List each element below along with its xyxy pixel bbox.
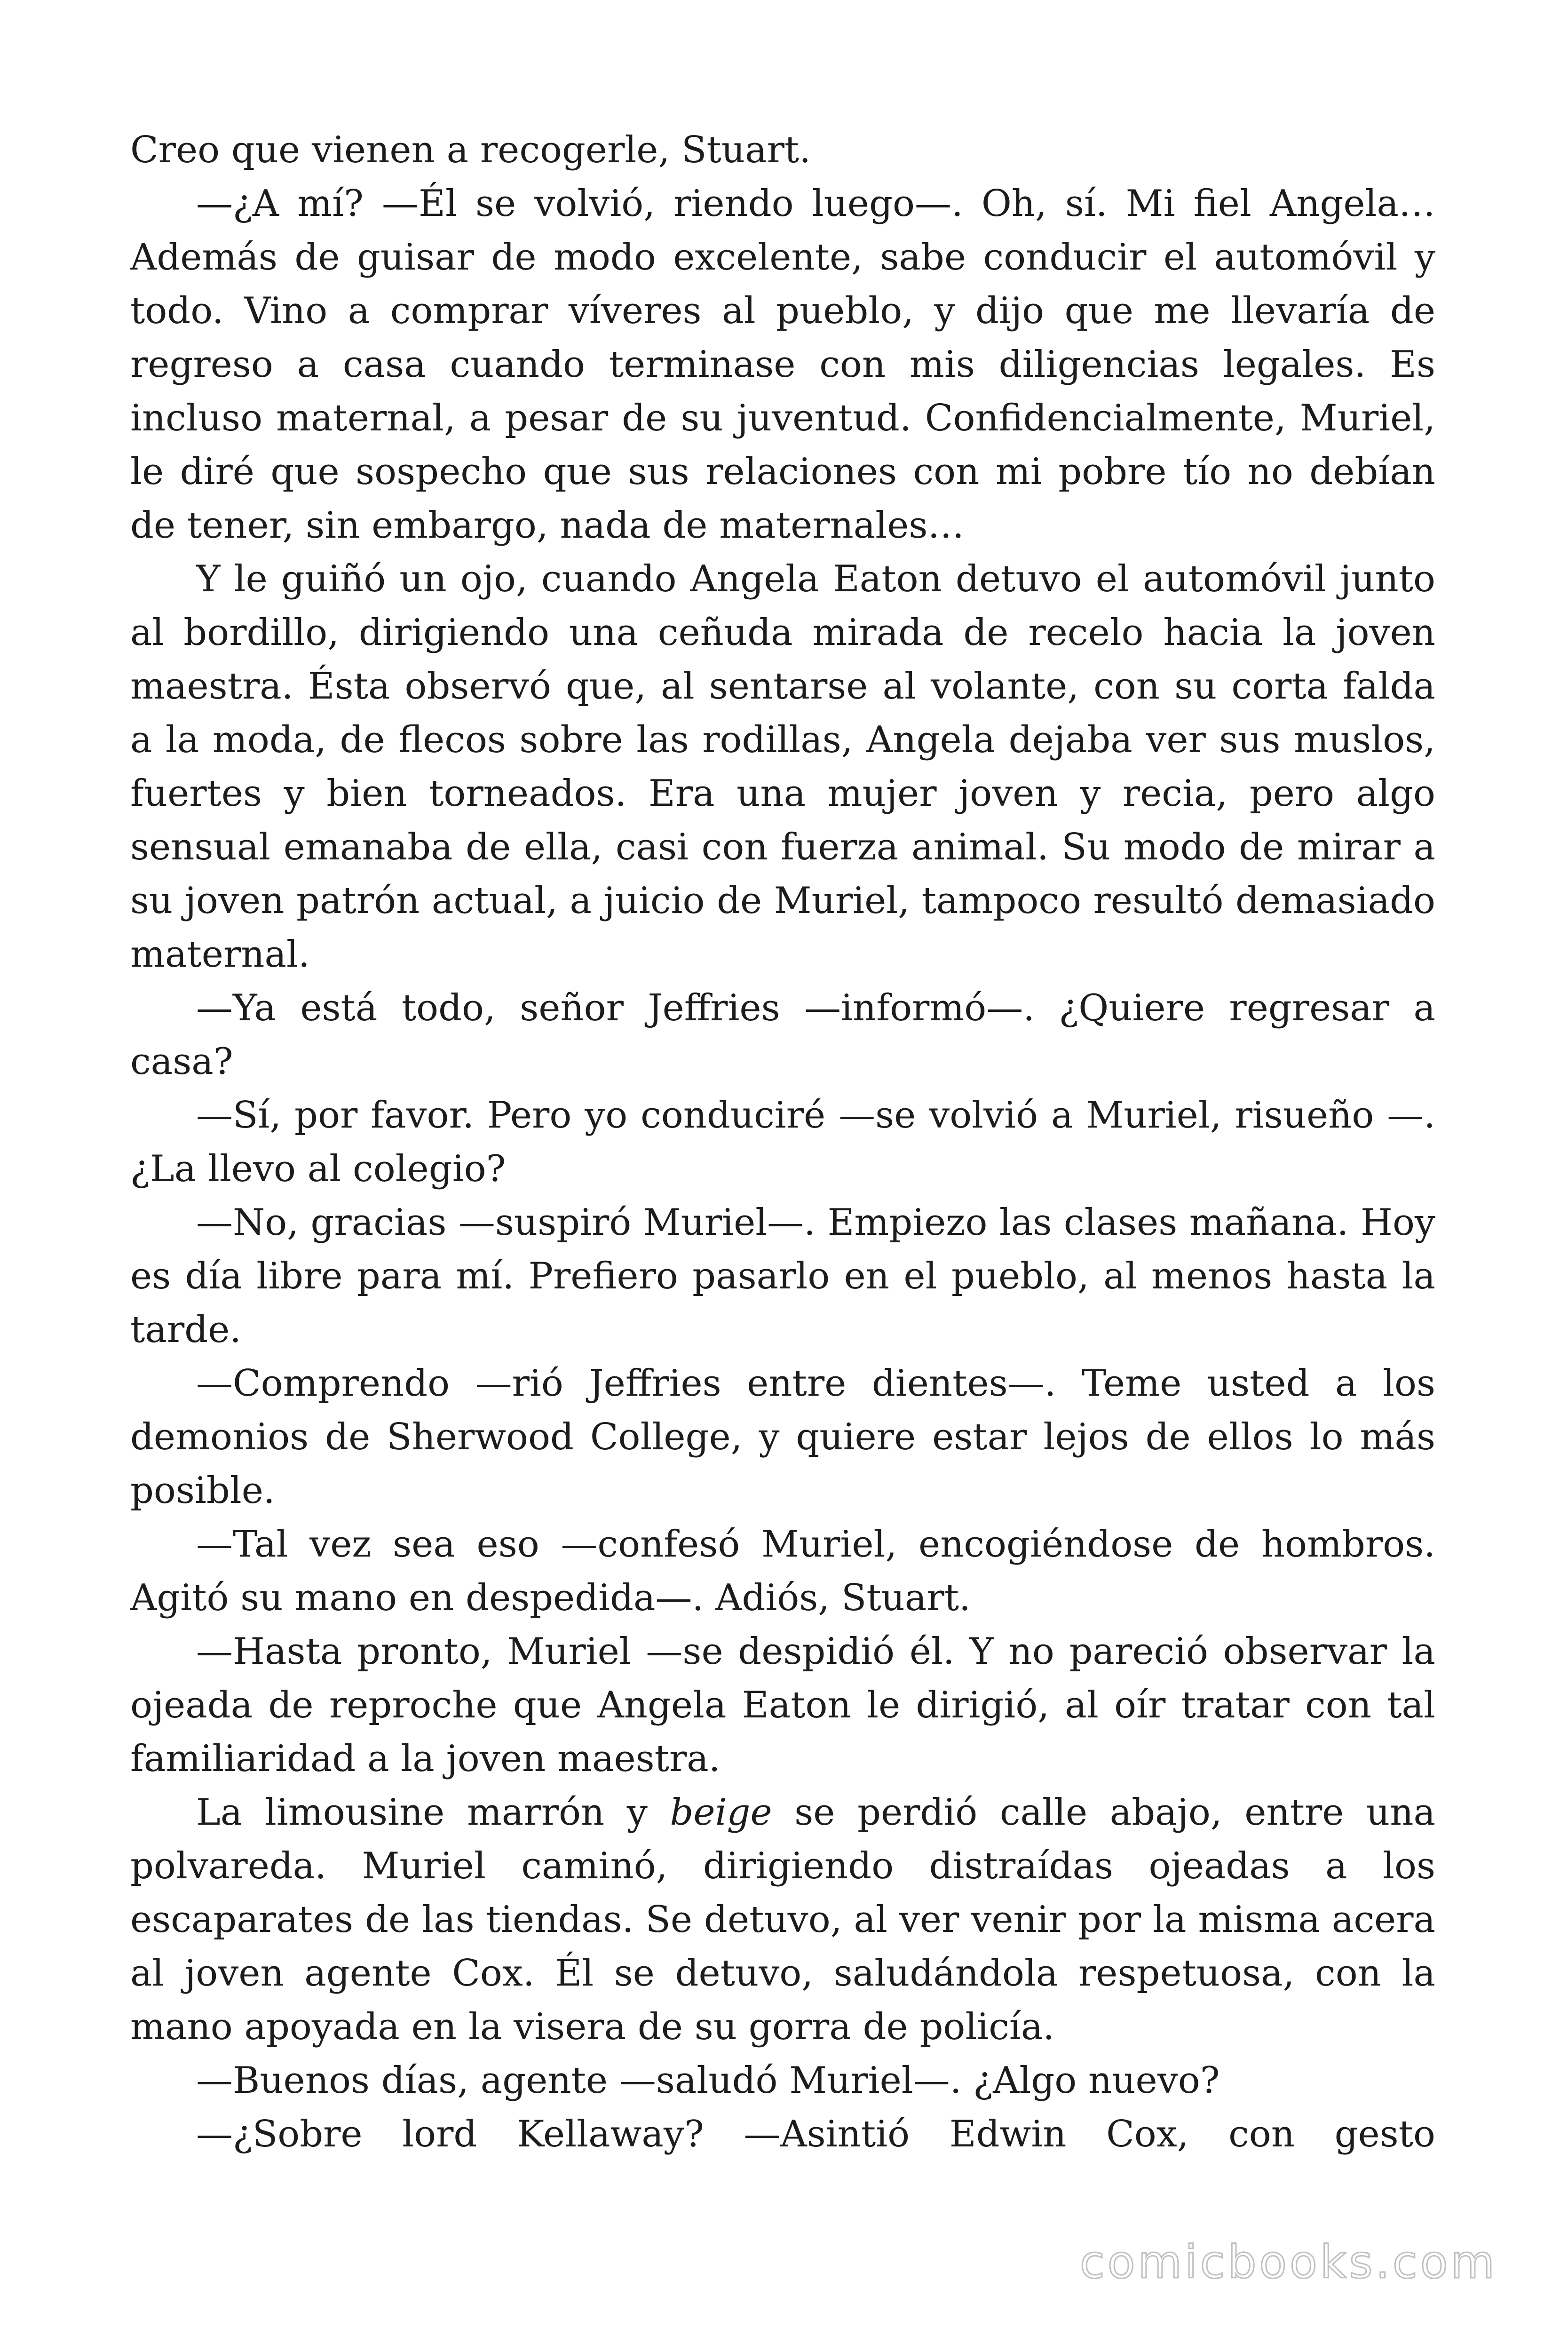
paragraph-6: —No, gracias —suspiró Muriel—. Empiezo las clases mañana. Hoy es día libre para mí. Prefiero pasarlo en el pueblo, al menos hasta la tarde. [130, 1201, 1435, 1351]
watermark: comicbooks.com [1079, 2236, 1497, 2288]
paragraph-3: Y le guiñó un ojo, cuando Angela Eaton detuvo el automóvil junto al bordillo, dirigiendo una ceñuda mirada de recelo hacia la joven maestra. Ésta observó que, al sentarse al volante, con su corta falda a la moda, de flecos sobre las rodillas, Angela dejaba ver sus muslos, fuertes y bien torneados. Era una mujer joven y recia, pero algo sensual emanaba de ella, casi con fuerza animal. Su modo de mirar a su joven patrón actual, a juicio de Muriel, tampoco resultó demasiado maternal. [130, 558, 1435, 976]
paragraph-9: —Hasta pronto, Muriel —se despidió él. Y no pareció observar la ojeada de reproche que Angela Eaton le dirigió, al oír tratar con tal familiaridad a la joven maestra. [130, 1630, 1435, 1780]
paragraph-4: —Ya está todo, señor Jeffries —informó—. ¿Quiere regresar a casa? [130, 987, 1435, 1083]
paragraph-10-end: se perdió calle abajo, entre una polvareda. Muriel caminó, dirigiendo distraídas ojeadas a los escaparates de las tiendas. Se detuvo, al ver venir por la misma acera al joven agente Cox. Él se detuvo, saludándola respetuosa, con la mano apoyada en la visera de su gorra de policía. [130, 1791, 1435, 2048]
paragraph-7: —Comprendo —rió Jeffries entre dientes—. Teme usted a los demonios de Sherwood College, y quiere estar lejos de ellos lo más posible. [130, 1362, 1435, 1512]
paragraph-10-start: La limousine marrón y [196, 1791, 670, 1834]
page-body [130, 123, 1435, 2161]
italic-word: beige [670, 1791, 772, 1834]
paragraph-8: —Tal vez sea eso —confesó Muriel, encogiéndose de hombros. Agitó su mano en despedida—. Adiós, Stuart. [130, 1523, 1435, 1619]
paragraph-2: —¿A mí? —Él se volvió, riendo luego—. Oh, sí. Mi fiel Angela… Además de guisar de modo excelente, sabe conducir el automóvil y todo. Vino a comprar víveres al pueblo, y dijo que me llevaría de regreso a casa cuando terminase con mis diligencias legales. Es incluso maternal, a pesar de su juventud. Confidencialmente, Muriel, le diré que sospecho que sus relaciones con mi pobre tío no debían de tener, sin embargo, nada de maternales… [130, 183, 1435, 547]
paragraph-5: —Sí, por favor. Pero yo conduciré —se volvió a Muriel, risueño —. ¿La llevo al colegio? [130, 1094, 1435, 1190]
paragraph-12: —¿Sobre lord Kellaway? —Asintió Edwin Cox, con gesto [196, 2113, 1435, 2155]
paragraph-10 [130, 1786, 1435, 2054]
paragraph-1: Creo que vienen a recogerle, Stuart. [130, 129, 811, 171]
paragraph-11: —Buenos días, agente —saludó Muriel—. ¿Algo nuevo? [196, 2059, 1220, 2102]
